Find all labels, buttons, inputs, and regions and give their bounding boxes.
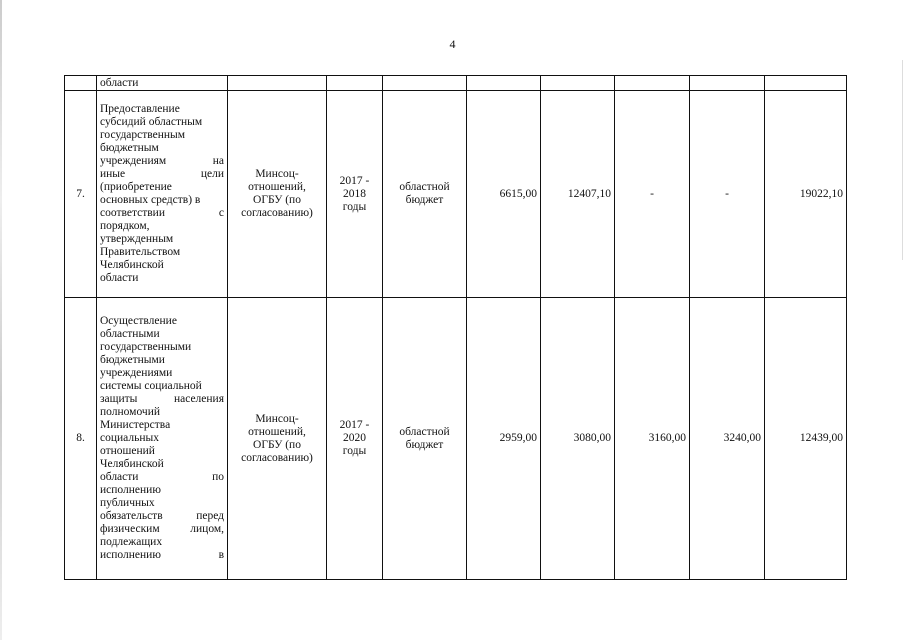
description-line: отношений	[100, 445, 155, 457]
cell-total	[765, 76, 847, 91]
cell-line: согласованию)	[241, 451, 313, 464]
description-line	[100, 510, 224, 523]
cell-line: 2017 -	[339, 174, 370, 187]
table-row	[65, 298, 847, 580]
row-value-4: -	[690, 91, 765, 298]
description-word: иные	[100, 168, 126, 180]
description-line: Министерства	[100, 419, 171, 431]
row-description	[97, 91, 228, 298]
row-description	[97, 298, 228, 580]
description-line: Осуществление	[100, 315, 177, 327]
description-line: системы социальной	[100, 380, 202, 392]
description-line: государственным	[100, 129, 186, 141]
description-line: социальных	[100, 432, 159, 444]
cell-line: ОГБУ (по	[253, 438, 301, 451]
description-word: исполнению	[100, 549, 161, 561]
cell-line: годы	[342, 200, 367, 213]
scan-edge-right	[902, 60, 903, 260]
description-line: Правительством	[100, 246, 181, 258]
cell-line: 2020	[343, 432, 366, 444]
row-funding-source	[383, 91, 467, 298]
description-word: цели	[200, 168, 224, 180]
description-word: физическим	[100, 523, 160, 535]
description-line: областными	[100, 328, 160, 340]
cell-line: 2018	[343, 187, 366, 200]
cell-period	[327, 76, 383, 91]
row-value-2: 12407,10	[541, 91, 615, 298]
row-period	[327, 298, 383, 580]
description-line: порядком,	[100, 220, 150, 232]
cell-line: областной	[399, 425, 450, 438]
cell-line: ОГБУ (по	[253, 194, 301, 206]
description-word: по	[212, 471, 224, 483]
cell-v2	[541, 76, 615, 91]
row-period	[327, 91, 383, 298]
description-word: населения	[173, 393, 224, 405]
description-word: соответствии	[100, 207, 165, 219]
description-line: утвержденным	[100, 233, 174, 245]
cell-desc	[97, 76, 228, 91]
cell-line: согласованию)	[241, 207, 313, 219]
cell-line: областной	[399, 181, 450, 193]
description-word: защиты	[100, 393, 138, 405]
cell-line: бюджет	[405, 194, 444, 206]
description-line: субсидий областным	[100, 116, 203, 128]
description-line: полномочий	[100, 406, 160, 418]
description-line: бюджетным	[100, 142, 159, 154]
row-number: 7.	[65, 91, 97, 298]
description-line: Челябинской	[100, 458, 164, 470]
cell-line: 2017 -	[339, 419, 370, 431]
description-line: государственными	[100, 341, 192, 353]
page-number: 4	[449, 37, 456, 51]
row-number: 8.	[65, 298, 97, 580]
row-value-1: 6615,00	[467, 91, 541, 298]
budget-table	[64, 75, 847, 580]
row-executor	[228, 298, 327, 580]
continuation-text: области	[100, 76, 139, 89]
description-line: (приобретение	[100, 181, 172, 193]
row-executor	[228, 91, 327, 298]
row-total: 19022,10	[765, 91, 847, 298]
description-line	[100, 168, 224, 181]
description-line: подлежащих	[100, 536, 163, 548]
cell-num	[65, 76, 97, 91]
continuation-row	[65, 76, 847, 91]
row-total: 12439,00	[765, 298, 847, 580]
description-line: бюджетными	[100, 354, 165, 366]
description-line: публичных	[100, 497, 155, 509]
row-value-2: 3080,00	[541, 298, 615, 580]
row-value-3: 3160,00	[615, 298, 690, 580]
cell-v1	[467, 76, 541, 91]
row-funding-source	[383, 298, 467, 580]
cell-v4	[690, 76, 765, 91]
description-word: в	[218, 549, 224, 561]
scan-edge	[0, 0, 2, 640]
description-word: области	[100, 471, 139, 483]
description-line: учреждениями	[100, 367, 173, 379]
description-word: учреждениям	[100, 155, 167, 167]
row-value-4: 3240,00	[690, 298, 765, 580]
row-value-3: -	[615, 91, 690, 298]
description-line: основных средств) в	[100, 194, 201, 206]
description-word: с	[218, 207, 224, 219]
cell-source	[383, 76, 467, 91]
cell-line: отношений,	[248, 181, 306, 193]
description-line	[100, 523, 224, 536]
description-word: на	[212, 155, 224, 167]
description-line	[100, 549, 224, 562]
description-line: исполнению	[100, 484, 161, 496]
cell-v3	[615, 76, 690, 91]
description-word: обязательств	[100, 510, 163, 522]
description-line: области	[100, 272, 139, 284]
description-word: перед	[196, 510, 224, 522]
cell-line: бюджет	[405, 438, 444, 451]
description-line	[100, 155, 224, 168]
cell-line: годы	[342, 445, 367, 457]
description-line: Челябинской	[100, 259, 164, 271]
description-line: Предоставление	[100, 103, 180, 115]
description-line	[100, 471, 224, 484]
row-value-1: 2959,00	[467, 298, 541, 580]
cell-line: Минсоц-	[255, 168, 299, 180]
description-word: лицом,	[190, 523, 224, 535]
cell-line: Минсоц-	[255, 412, 299, 425]
cell-executor	[228, 76, 327, 91]
cell-line: отношений,	[248, 425, 306, 438]
description-line	[100, 393, 224, 406]
table-row	[65, 91, 847, 298]
description-line	[100, 207, 224, 220]
